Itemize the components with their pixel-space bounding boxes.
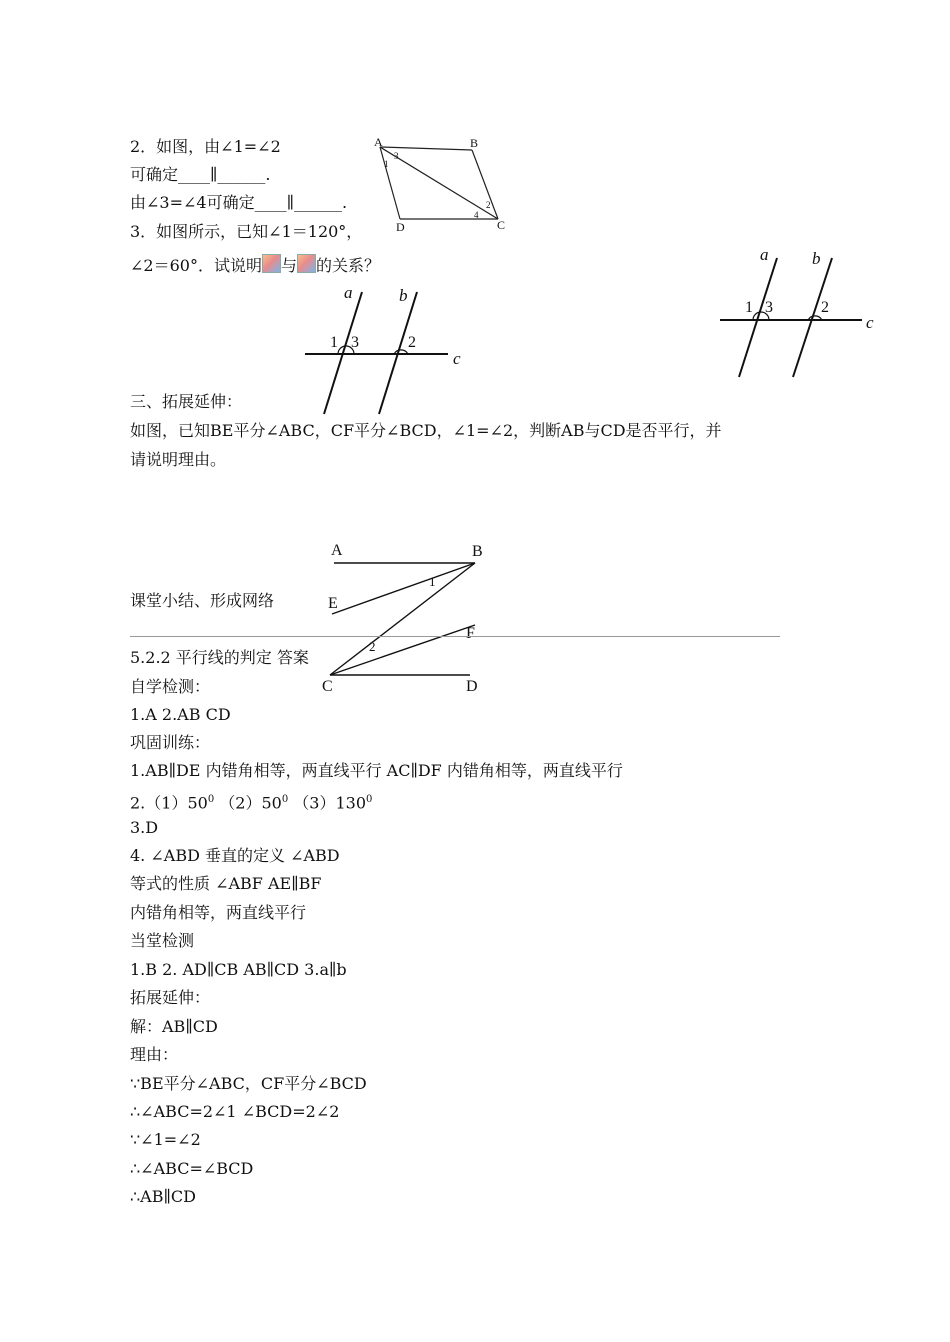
extension-body-1: 如图，已知BE平分∠ABC，CF平分∠BCD，∠1=∠2，判断AB与CD是否平行，并 <box>130 421 722 440</box>
angle-2: 2 <box>821 299 829 316</box>
degree-mark: 0 <box>207 794 215 805</box>
broken-image-icon <box>262 254 281 273</box>
q3-text-post: 的关系？ <box>315 256 380 275</box>
angle-4: 4 <box>474 210 479 220</box>
degree-mark: 0 <box>366 794 373 805</box>
label-a: a <box>344 283 353 302</box>
divider <box>130 636 780 637</box>
q3-line1: 3．如图所示，已知∠1＝120°， <box>130 222 363 241</box>
c2-part3: （3）130 <box>288 793 367 813</box>
line-be <box>332 563 475 614</box>
label-D: D <box>466 678 478 695</box>
reason-5: ∴AB∥CD <box>130 1187 196 1206</box>
edge-ab <box>380 147 472 150</box>
c2-part1: 2.（1）50 <box>130 793 208 813</box>
label-B: B <box>470 136 479 150</box>
angle-3: 3 <box>765 299 773 316</box>
parallel-lines-figure-center <box>300 280 480 420</box>
answers-title: 5.2.2 平行线的判定 答案 <box>130 648 309 667</box>
reason-2: ∴∠ABC=2∠1 ∠BCD=2∠2 <box>130 1102 340 1121</box>
consolidate-title: 巩固训练： <box>130 733 211 752</box>
angle-2: 2 <box>486 200 491 210</box>
degree-mark: 0 <box>281 794 289 805</box>
q2-line3: 由∠3=∠4可确定____∥______. <box>130 193 348 212</box>
label-A: A <box>331 542 343 559</box>
consolidate-3: 3.D <box>130 818 159 837</box>
angle-3: 3 <box>394 151 399 161</box>
angle-1: 1 <box>330 334 338 351</box>
angle-1: 1 <box>384 159 389 169</box>
line-b <box>793 258 832 377</box>
line-bc <box>330 563 475 675</box>
edge-bc <box>472 150 498 219</box>
solution: 解：AB∥CD <box>130 1017 218 1036</box>
q2-line2: 可确定____∥______. <box>130 165 271 184</box>
label-b: b <box>399 286 408 305</box>
q3-text-pre: ∠2＝60°．试说明 <box>130 256 262 275</box>
c2-part2: （2）50 <box>214 793 282 813</box>
parallel-lines-figure-right <box>715 240 895 380</box>
in-class-1: 1.B 2. AD∥CB AB∥CD 3.a∥b <box>130 960 347 979</box>
label-b: b <box>812 249 821 268</box>
label-E: E <box>328 595 338 612</box>
label-C: C <box>322 678 333 695</box>
extension-title: 三、拓展延伸： <box>130 392 243 411</box>
consolidate-4a: 4. ∠ABD 垂直的定义 ∠ABD <box>130 846 340 865</box>
angle-2: 2 <box>369 639 376 654</box>
parallelogram-figure <box>368 130 518 240</box>
q2-line1: 2．如图，由∠1=∠2 <box>130 137 281 156</box>
reason-title: 理由： <box>130 1045 179 1064</box>
line-a <box>739 258 777 377</box>
angle-3: 3 <box>351 334 359 351</box>
reason-4: ∴∠ABC=∠BCD <box>130 1159 254 1178</box>
reason-3: ∵∠1=∠2 <box>130 1130 201 1149</box>
label-c: c <box>866 313 874 332</box>
q3-text-mid: 与 <box>280 256 297 275</box>
consolidate-2 <box>130 790 372 813</box>
angle-1: 1 <box>429 574 436 589</box>
label-a: a <box>760 245 769 264</box>
extension-answer-title: 拓展延伸： <box>130 988 211 1007</box>
label-B: B <box>472 543 483 560</box>
line-cf <box>330 625 475 675</box>
label-F: F <box>466 625 475 642</box>
consolidate-4b: 等式的性质 ∠ABF AE∥BF <box>130 874 322 893</box>
label-D: D <box>396 220 405 234</box>
self-check-title: 自学检测： <box>130 677 211 696</box>
angle-1: 1 <box>745 299 753 316</box>
in-class-title: 当堂检测 <box>130 931 195 950</box>
q3-line2 <box>130 254 380 276</box>
reason-1: ∵BE平分∠ABC，CF平分∠BCD <box>130 1074 367 1093</box>
broken-image-icon <box>297 254 316 273</box>
self-check-1: 1.A 2.AB CD <box>130 705 231 724</box>
summary-title: 课堂小结、形成网络 <box>130 591 275 610</box>
label-A: A <box>374 135 383 149</box>
label-c: c <box>453 349 461 368</box>
extension-body-2: 请说明理由。 <box>130 450 227 469</box>
angle-2: 2 <box>408 334 416 351</box>
z-figure <box>320 535 500 700</box>
consolidate-1: 1.AB∥DE 内错角相等，两直线平行 AC∥DF 内错角相等，两直线平行 <box>130 761 623 780</box>
consolidate-4c: 内错角相等，两直线平行 <box>130 903 307 922</box>
label-C: C <box>497 218 506 232</box>
